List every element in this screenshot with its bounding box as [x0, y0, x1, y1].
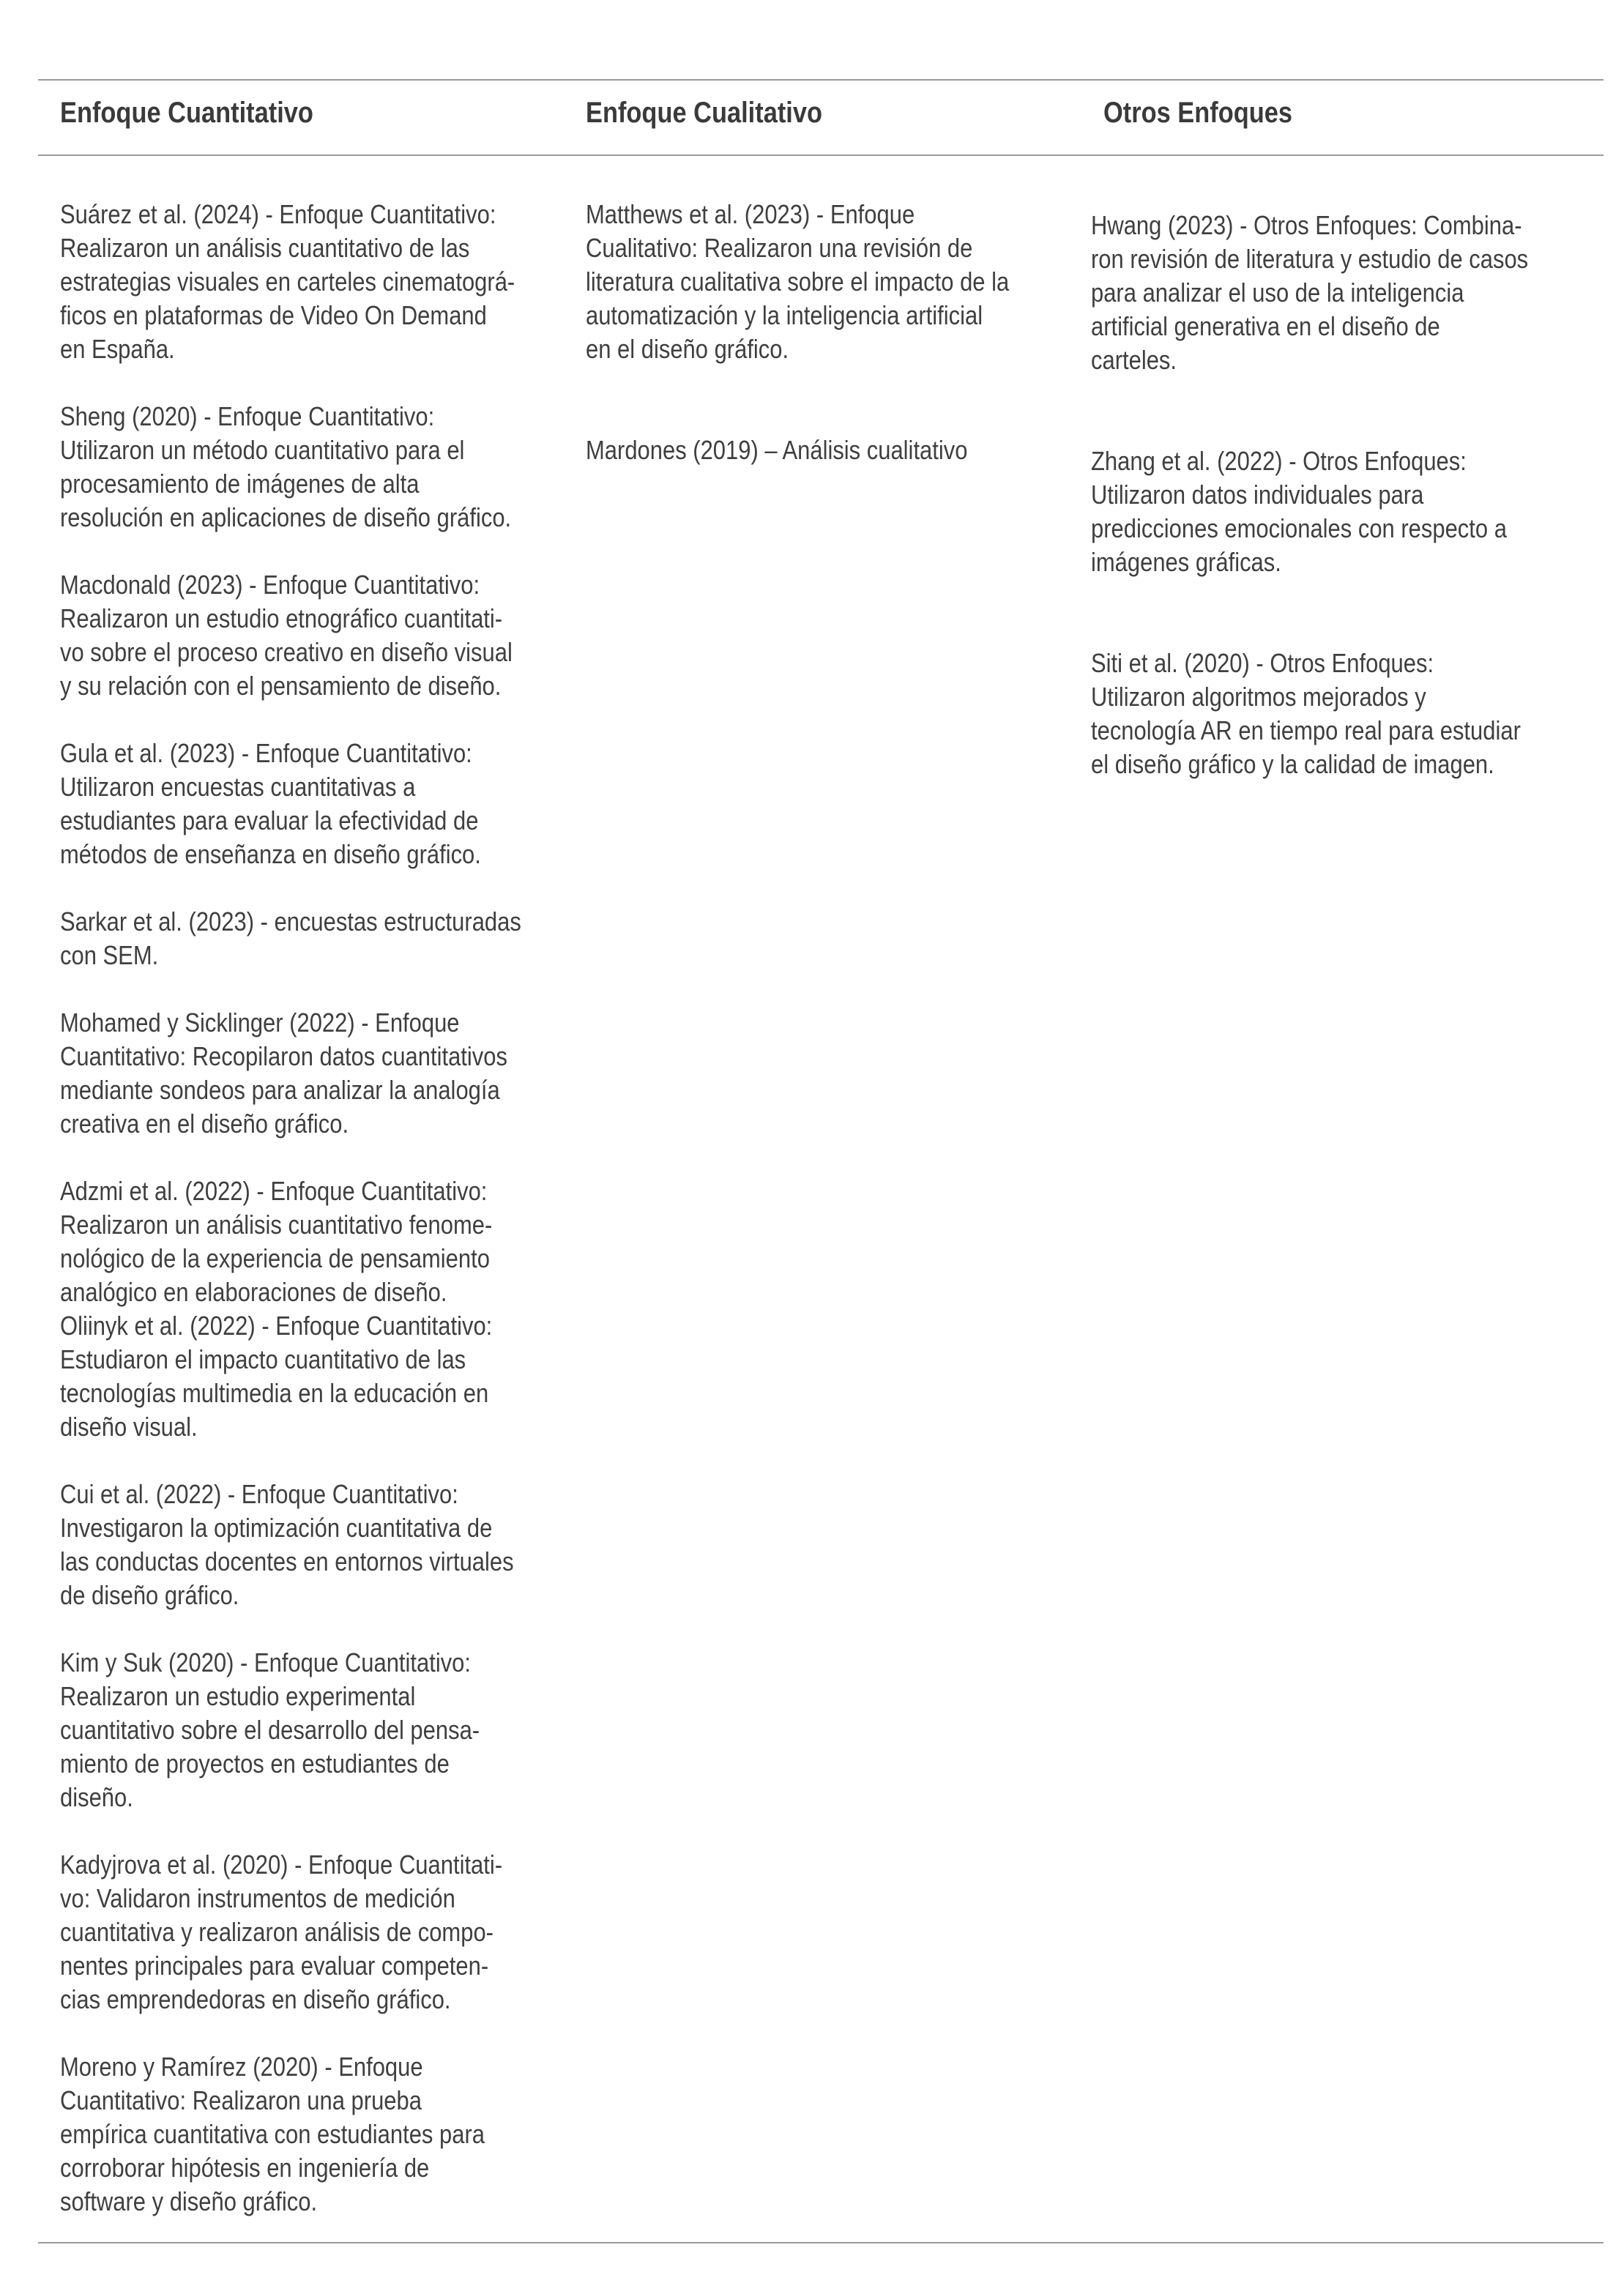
table-cell-entry — [60, 1478, 576, 1612]
entry-text-line: artificial generativa en el diseño de — [1091, 311, 1440, 341]
entry-text-line: Cui et al. (2022) - Enfoque Cuantitativo: — [60, 1479, 458, 1509]
entry-text-line: tecnologías multimedia en la educación en — [60, 1378, 489, 1408]
entry-text-line: Utilizaron algoritmos mejorados y — [1091, 682, 1426, 712]
table-top-rule — [38, 79, 1603, 81]
entry-text-line: resolución en aplicaciones de diseño gráfico. — [60, 502, 512, 532]
entry-text-line: de diseño gráfico. — [60, 1580, 239, 1610]
entry-text-line: las conductas docentes en entornos virtuales — [60, 1546, 514, 1576]
entry-text-line: métodos de enseñanza en diseño gráfico. — [60, 839, 481, 869]
table-cell-entry — [1091, 444, 1607, 579]
entry-text-line: Mohamed y Sicklinger (2022) - Enfoque — [60, 1008, 460, 1038]
entry-text-line: Suárez et al. (2024) - Enfoque Cuantitativo: — [60, 199, 496, 229]
entry-text-line: diseño visual. — [60, 1412, 198, 1442]
entry-text-line: con SEM. — [60, 940, 159, 970]
column-qualitative — [586, 198, 1106, 535]
entry-text-line: Utilizaron encuestas cuantitativas a — [60, 772, 416, 802]
table-cell-entry — [60, 400, 576, 535]
table-cell-entry — [60, 737, 576, 871]
header-other: Otros Enfoques — [1103, 97, 1293, 129]
table-cell-entry — [1091, 647, 1607, 781]
entry-text-line: Adzmi et al. (2022) - Enfoque Cuantitativo: — [60, 1176, 488, 1206]
header-qualitative: Enfoque Cualitativo — [586, 97, 822, 129]
entry-text-line: estudiantes para evaluar la efectividad de — [60, 805, 479, 835]
entry-text-line: el diseño gráfico y la calidad de imagen. — [1091, 749, 1494, 779]
entry-text-line: Realizaron un estudio etnográfico cuantitati- — [60, 603, 503, 633]
entry-text-line: predicciones emocionales con respecto a — [1091, 513, 1507, 543]
entry-text-line: Mardones (2019) – Análisis cualitativo — [586, 435, 968, 465]
entry-text-line: nológico de la experiencia de pensamiento — [60, 1243, 490, 1273]
entry-text-line: Macdonald (2023) - Enfoque Cuantitativo: — [60, 570, 480, 600]
entry-text-line: Oliinyk et al. (2022) - Enfoque Cuantitativo: — [60, 1311, 493, 1341]
table-cell-entry — [60, 1848, 576, 2016]
table-cell-entry — [60, 1006, 576, 1141]
entry-text-line: software y diseño gráfico. — [60, 2186, 318, 2216]
entry-text-line: Investigaron la optimización cuantitativa de — [60, 1513, 493, 1543]
table-cell-entry — [60, 198, 576, 366]
entry-text-line: Cuantitativo: Recopilaron datos cuantitativos — [60, 1041, 507, 1071]
table-cell-entry — [586, 433, 1102, 467]
entry-text-line: Cuantitativo: Realizaron una prueba — [60, 2085, 422, 2115]
entry-text-line: nentes principales para evaluar competen- — [60, 1951, 489, 1981]
table-header-row — [0, 97, 1624, 141]
entry-text-line: estrategias visuales en carteles cinematográ- — [60, 267, 515, 297]
entry-text-line: automatización y la inteligencia artificial — [586, 300, 983, 330]
entry-text-line: Estudiaron el impacto cuantitativo de las — [60, 1344, 466, 1374]
entry-text-line: tecnología AR en tiempo real para estudiar — [1091, 715, 1521, 745]
entry-text-line: mediante sondeos para analizar la analogía — [60, 1075, 500, 1105]
entry-text-line: cias emprendedoras en diseño gráfico. — [60, 1984, 451, 2014]
entry-text-line: para analizar el uso de la inteligencia — [1091, 278, 1464, 308]
entry-text-line: imágenes gráficas. — [1091, 547, 1281, 577]
entry-text-line: Hwang (2023) - Otros Enfoques: Combina- — [1091, 210, 1522, 240]
column-other — [1091, 209, 1603, 849]
entry-text-line: carteles. — [1091, 345, 1177, 375]
entry-text-line: Realizaron un análisis cuantitativo de las — [60, 233, 470, 263]
entry-text-line: Zhang et al. (2022) - Otros Enfoques: — [1091, 446, 1467, 476]
entry-text-line: cuantitativa y realizaron análisis de compo- — [60, 1917, 493, 1947]
entry-text-line: Cualitativo: Realizaron una revisión de — [586, 233, 973, 263]
table-cell-entry — [60, 2050, 576, 2219]
entry-text-line: Kadyjrova et al. (2020) - Enfoque Cuantitati- — [60, 1850, 503, 1880]
entry-text-line: ficos en plataformas de Video On Demand — [60, 300, 487, 330]
table-cell-entry — [60, 1174, 576, 1309]
table-cell-entry — [586, 198, 1102, 366]
entry-text-line: Sheng (2020) - Enfoque Cuantitativo: — [60, 401, 435, 431]
entry-text-line: procesamiento de imágenes de alta — [60, 469, 420, 499]
entry-text-line: en España. — [60, 334, 175, 364]
entry-text-line: Sarkar et al. (2023) - encuestas estructuradas — [60, 906, 521, 936]
entry-text-line: ron revisión de literatura y estudio de casos — [1091, 244, 1529, 274]
entry-text-line: miento de proyectos en estudiantes de — [60, 1748, 450, 1779]
table-cell-entry — [60, 1646, 576, 1814]
entry-text-line: analógico en elaboraciones de diseño. — [60, 1277, 447, 1307]
entry-text-line: Siti et al. (2020) - Otros Enfoques: — [1091, 648, 1434, 678]
entry-text-line: creativa en el diseño gráfico. — [60, 1109, 349, 1139]
table-cell-entry — [60, 1309, 576, 1444]
entry-text-line: Utilizaron datos individuales para — [1091, 480, 1424, 510]
entry-text-line: Utilizaron un método cuantitativo para el — [60, 435, 465, 465]
entry-text-line: y su relación con el pensamiento de diseño. — [60, 671, 502, 701]
entry-text-line: empírica cuantitativa con estudiantes para — [60, 2119, 485, 2149]
entry-text-line: corroborar hipótesis en ingeniería de — [60, 2153, 430, 2183]
column-quantitative — [60, 198, 573, 2252]
table-cell-entry — [1091, 209, 1607, 377]
table-cell-entry — [60, 905, 576, 972]
header-quantitative: Enfoque Cuantitativo — [60, 97, 313, 129]
entry-text-line: Moreno y Ramírez (2020) - Enfoque — [60, 2052, 423, 2082]
entry-text-line: vo: Validaron instrumentos de medición — [60, 1883, 455, 1913]
table-bottom-rule — [38, 2242, 1603, 2243]
entry-text-line: Matthews et al. (2023) - Enfoque — [586, 199, 915, 229]
entry-text-line: vo sobre el proceso creativo en diseño visual — [60, 637, 513, 667]
entry-text-line: Realizaron un estudio experimental — [60, 1681, 416, 1711]
entry-text-line: literatura cualitativa sobre el impacto de la — [586, 267, 1010, 297]
entry-text-line: Gula et al. (2023) - Enfoque Cuantitativo: — [60, 738, 472, 768]
table-cell-entry — [60, 568, 576, 703]
entry-text-line: Kim y Suk (2020) - Enfoque Cuantitativo: — [60, 1647, 472, 1677]
entry-text-line: en el diseño gráfico. — [586, 334, 789, 364]
entry-text-line: diseño. — [60, 1782, 133, 1812]
table-header-rule — [38, 154, 1603, 156]
entry-text-line: Realizaron un análisis cuantitativo fenome- — [60, 1210, 493, 1240]
entry-text-line: cuantitativo sobre el desarrollo del pensa- — [60, 1715, 480, 1745]
